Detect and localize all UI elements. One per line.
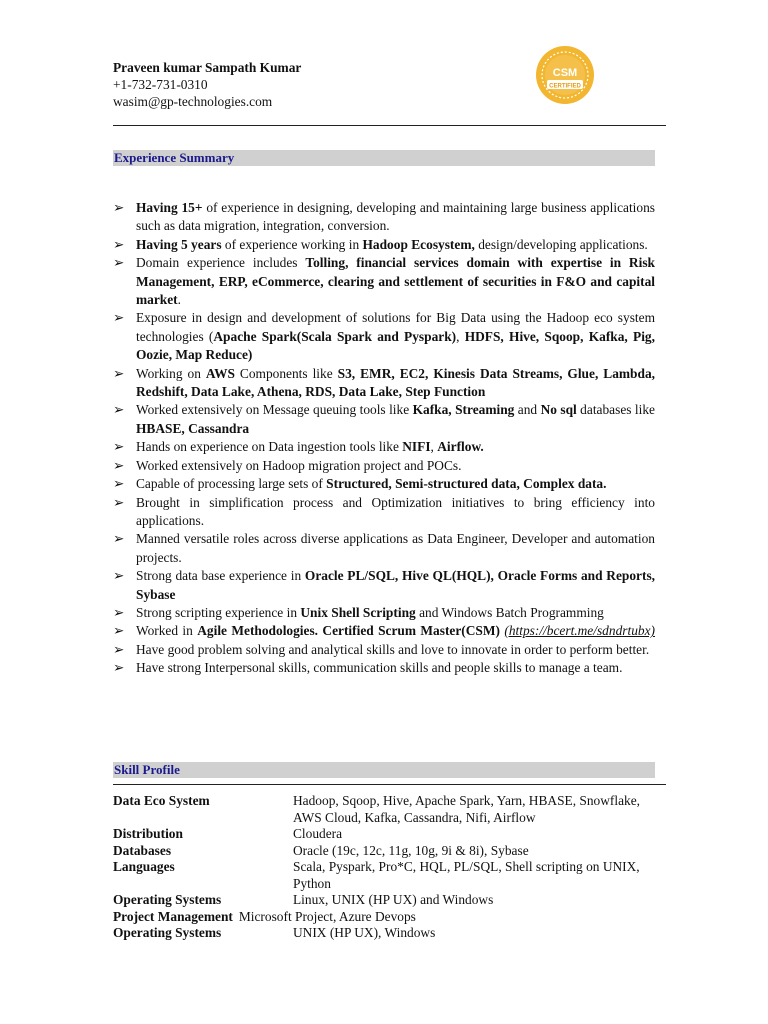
bold-text: Hadoop Ecosystem, — [362, 236, 475, 252]
bold-text: Agile Methodologies. Certified Scrum Master(CSM) — [197, 623, 500, 639]
bold-text: No sql — [540, 402, 577, 418]
certification-link[interactable]: (https://bcert.me/sdndrtubx) — [504, 623, 655, 639]
bullet-arrow-icon: ➢ — [113, 439, 125, 455]
item-text: of experience working in — [221, 236, 363, 252]
bold-text: Kafka, Streaming — [412, 402, 515, 418]
bullet-arrow-icon: ➢ — [113, 255, 125, 271]
bullet-arrow-icon: ➢ — [113, 402, 125, 418]
bold-text: HDFS, Hive, Sqoop, Kafka, Pig, Oozie, Map Reduce) — [136, 328, 655, 363]
bullet-arrow-icon: ➢ — [113, 568, 125, 584]
item-text: design/developing applications. — [474, 236, 648, 252]
skill-value: Hadoop, Sqoop, Hive, Apache Spark, Yarn, HBASE, Snowflake, AWS Cloud, Kafka, Cassandra, Nifi, Airflow — [293, 793, 641, 825]
experience-item — [113, 659, 655, 677]
bullet-arrow-icon: ➢ — [113, 310, 125, 326]
item-text: , — [456, 328, 465, 344]
experience-item — [113, 457, 655, 475]
phone-number: +1-732-731-0310 — [113, 77, 208, 92]
contact-block — [113, 59, 301, 110]
svg-text:CSM: CSM — [552, 67, 578, 79]
experience-item — [113, 622, 655, 640]
item-text: Exposure in design and development of solutions for Big Data using the Hadoop eco system technologies ( — [136, 310, 655, 344]
item-text: of experience in designing, developing and maintaining large business applications such as data migration, integration, conversion. — [136, 200, 656, 234]
skill-table — [113, 793, 658, 942]
bold-text: S3, EMR, EC2, Kinesis Data Streams, Glue, Lambda, Redshift, Data Lake, Athena, RDS, Data Lake, Step Function — [136, 365, 655, 400]
experience-list — [113, 199, 655, 678]
item-text: Strong scripting experience in — [136, 604, 301, 620]
item-text: Domain experience includes — [136, 255, 306, 271]
item-text: Manned versatile roles across diverse applications as Data Engineer, Developer and automation projects. — [136, 531, 655, 565]
skill-label: Data Eco System — [113, 793, 210, 808]
experience-item — [113, 641, 655, 659]
bullet-arrow-icon: ➢ — [113, 531, 125, 547]
item-text: Worked extensively on Hadoop migration project and POCs. — [136, 457, 462, 473]
item-text: Worked extensively on Message queuing tools like — [136, 402, 413, 418]
bullet-arrow-icon: ➢ — [113, 457, 125, 473]
skill-row — [113, 892, 658, 909]
bullet-arrow-icon: ➢ — [113, 641, 125, 657]
bullet-arrow-icon: ➢ — [113, 476, 125, 492]
experience-item — [113, 254, 655, 309]
svg-text:CERTIFIED: CERTIFIED — [549, 83, 581, 90]
bold-text: Having 15+ — [136, 200, 203, 215]
item-text: Brought in simplification process and Optimization initiatives to bring efficiency into applications. — [136, 494, 655, 528]
skill-divider — [113, 784, 666, 785]
bullet-arrow-icon: ➢ — [113, 494, 125, 510]
bullet-arrow-icon: ➢ — [113, 365, 125, 381]
skill-label: Operating Systems — [113, 892, 222, 907]
skill-label: Databases — [113, 842, 172, 858]
bullet-arrow-icon: ➢ — [113, 623, 125, 639]
bullet-arrow-icon: ➢ — [113, 236, 125, 252]
bullet-arrow-icon: ➢ — [113, 660, 125, 676]
experience-item — [113, 309, 655, 364]
experience-item — [113, 604, 655, 622]
candidate-name: Praveen kumar Sampath Kumar — [113, 60, 302, 75]
skill-value: Microsoft Project, Azure Devops — [238, 908, 416, 924]
experience-item — [113, 438, 655, 456]
skill-label: Languages — [113, 859, 175, 874]
skill-row — [113, 909, 658, 926]
skill-row — [113, 793, 658, 826]
item-text: Have strong Interpersonal skills, communication skills and people skills to manage a team. — [136, 660, 623, 676]
item-text: Have good problem solving and analytical skills and love to innovate in order to perform better. — [136, 641, 650, 657]
item-text: and Windows Batch Programming — [415, 604, 604, 620]
bold-text: Unix Shell Scripting — [300, 604, 416, 620]
skill-label: Project Management — [113, 908, 233, 924]
skill-row — [113, 859, 658, 892]
csm-certified-badge-icon — [535, 45, 595, 105]
skill-row — [113, 826, 658, 843]
bold-text: Structured, Semi-structured data, Complex data. — [326, 476, 607, 492]
item-text: Components like — [234, 365, 338, 381]
bullet-arrow-icon: ➢ — [113, 200, 125, 215]
bold-text: NIFI — [402, 439, 431, 455]
experience-item — [113, 401, 655, 438]
skill-section-title: Skill Profile — [113, 762, 655, 778]
experience-item — [113, 199, 655, 236]
item-text: Worked in — [136, 623, 198, 639]
skill-value: Cloudera — [293, 826, 343, 841]
item-text: Hands on experience on Data ingestion tools like — [136, 439, 403, 455]
item-text: and — [514, 402, 541, 418]
skill-row — [113, 843, 658, 860]
experience-item — [113, 365, 655, 402]
experience-section-title: Experience Summary — [113, 150, 655, 166]
skill-value: Oracle (19c, 12c, 11g, 10g, 9i & 8i), Sybase — [293, 842, 529, 858]
skill-label: Operating Systems — [113, 925, 222, 940]
bold-text: Apache Spark(Scala Spark and Pyspark) — [213, 328, 457, 344]
item-text: databases like — [576, 402, 656, 418]
bold-text: HBASE, Cassandra — [136, 420, 250, 436]
skill-value: Scala, Pyspark, Pro*C, HQL, PL/SQL, Shell scripting on UNIX, Python — [293, 859, 640, 891]
item-text: , — [430, 439, 438, 455]
item-text: Working on — [136, 365, 206, 381]
bold-text: AWS — [205, 365, 235, 381]
bold-text: Oracle PL/SQL, Hive QL(HQL), Oracle Forms and Reports, Sybase — [136, 568, 656, 602]
item-text: . — [177, 292, 182, 308]
item-text: Strong data base experience in — [136, 568, 305, 584]
bold-text: Having 5 years — [136, 236, 222, 252]
bullet-arrow-icon: ➢ — [113, 604, 125, 620]
header-divider — [113, 125, 666, 126]
experience-item — [113, 475, 655, 493]
experience-item — [113, 236, 655, 254]
skill-value: UNIX (HP UX), Windows — [293, 925, 436, 940]
skill-value: Linux, UNIX (HP UX) and Windows — [293, 892, 494, 907]
bold-text: Tolling, financial services domain with expertise in Risk Management, ERP, eCommerce, clearing and settlement of securities in F&O and capital market — [136, 255, 655, 308]
skill-label: Distribution — [113, 826, 183, 841]
bold-text: Airflow. — [437, 439, 484, 455]
experience-item — [113, 567, 655, 604]
skill-row — [113, 925, 658, 942]
email-address: wasim@gp-technologies.com — [113, 94, 273, 109]
experience-item — [113, 530, 655, 567]
item-text: Capable of processing large sets of — [136, 476, 327, 492]
experience-item — [113, 494, 655, 531]
